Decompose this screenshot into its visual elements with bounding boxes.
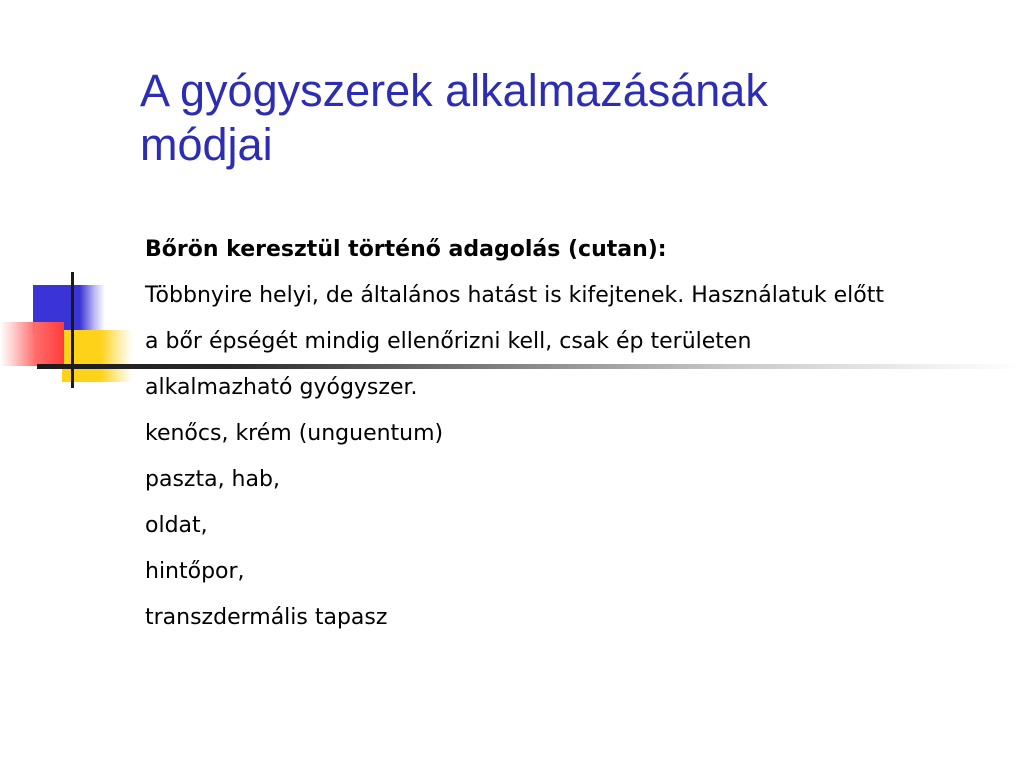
slide-title-line-2: módjai [140,119,273,170]
paragraph-line: a bőr épségét mindig ellenőrizni kell, csak ép területen [145,329,752,354]
list-item: hintőpor, [145,559,245,584]
list-item: oldat, [145,513,208,538]
slide-title [140,64,1000,172]
list-item: transzdermális tapasz [145,605,388,630]
vertical-line-decoration [71,272,74,388]
slide-body [145,227,1005,641]
red-square-decoration [0,322,64,366]
section-heading: Bőrön keresztül történő adagolás (cutan): [145,237,667,262]
paragraph-line: alkalmazható gyógyszer. [145,375,418,400]
slide-title-line-1: A gyógyszerek alkalmazásának [140,65,768,116]
list-item: kenőcs, krém (unguentum) [145,421,444,446]
paragraph-line: Többnyire helyi, de általános hatást is kifejtenek. Használatuk előtt [145,283,884,308]
list-item: paszta, hab, [145,467,280,492]
